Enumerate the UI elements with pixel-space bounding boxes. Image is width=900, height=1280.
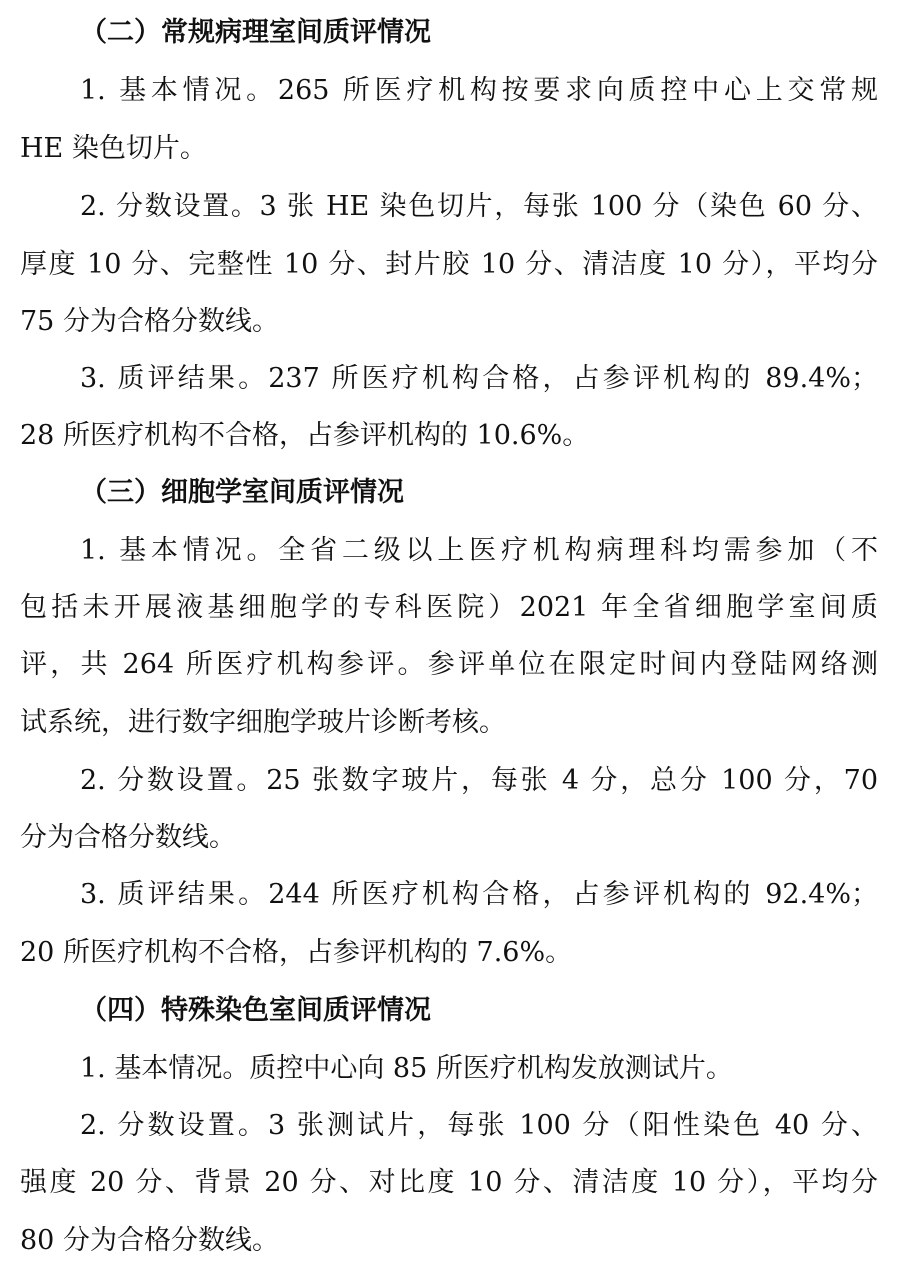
- paragraph-line: 1. 基本情况。质控中心向 85 所医疗机构发放测试片。: [80, 1053, 733, 1084]
- section-heading: （四）特殊染色室间质评情况: [80, 995, 431, 1026]
- paragraph-line: 2. 分数设置。25 张数字玻片，每张 4 分，总分 100 分，70: [80, 765, 878, 796]
- paragraph-line: 3. 质评结果。244 所医疗机构合格，占参评机构的 92.4%；: [80, 879, 878, 910]
- paragraph-line: 3. 质评结果。237 所医疗机构合格，占参评机构的 89.4%；: [80, 363, 878, 394]
- paragraph-line: 75 分为合格分数线。: [20, 306, 279, 337]
- paragraph-line: 1. 基本情况。全省二级以上医疗机构病理科均需参加（不: [80, 535, 878, 566]
- paragraph-line: 2. 分数设置。3 张测试片，每张 100 分（阳性染色 40 分、: [80, 1110, 878, 1141]
- paragraph-line: 分为合格分数线。: [20, 822, 236, 853]
- paragraph-line: 强度 20 分、背景 20 分、对比度 10 分、清洁度 10 分），平均分: [20, 1167, 878, 1198]
- paragraph-line: HE 染色切片。: [20, 133, 207, 164]
- paragraph-line: 评，共 264 所医疗机构参评。参评单位在限定时间内登陆网络测: [20, 649, 878, 680]
- paragraph-line: 20 所医疗机构不合格，占参评机构的 7.6%。: [20, 937, 573, 968]
- section-heading: （三）细胞学室间质评情况: [80, 477, 404, 508]
- paragraph-line: 2. 分数设置。3 张 HE 染色切片，每张 100 分（染色 60 分、: [80, 191, 878, 222]
- paragraph-line: 1. 基本情况。265 所医疗机构按要求向质控中心上交常规: [80, 75, 878, 106]
- section-heading: （二）常规病理室间质评情况: [80, 17, 431, 48]
- paragraph-line: 试系统，进行数字细胞学玻片诊断考核。: [20, 707, 506, 738]
- paragraph-line: 包括未开展液基细胞学的专科医院）2021 年全省细胞学室间质: [20, 592, 878, 623]
- paragraph-line: 80 分为合格分数线。: [20, 1225, 279, 1256]
- paragraph-line: 厚度 10 分、完整性 10 分、封片胶 10 分、清洁度 10 分），平均分: [20, 249, 878, 280]
- paragraph-line: 28 所医疗机构不合格，占参评机构的 10.6%。: [20, 420, 590, 451]
